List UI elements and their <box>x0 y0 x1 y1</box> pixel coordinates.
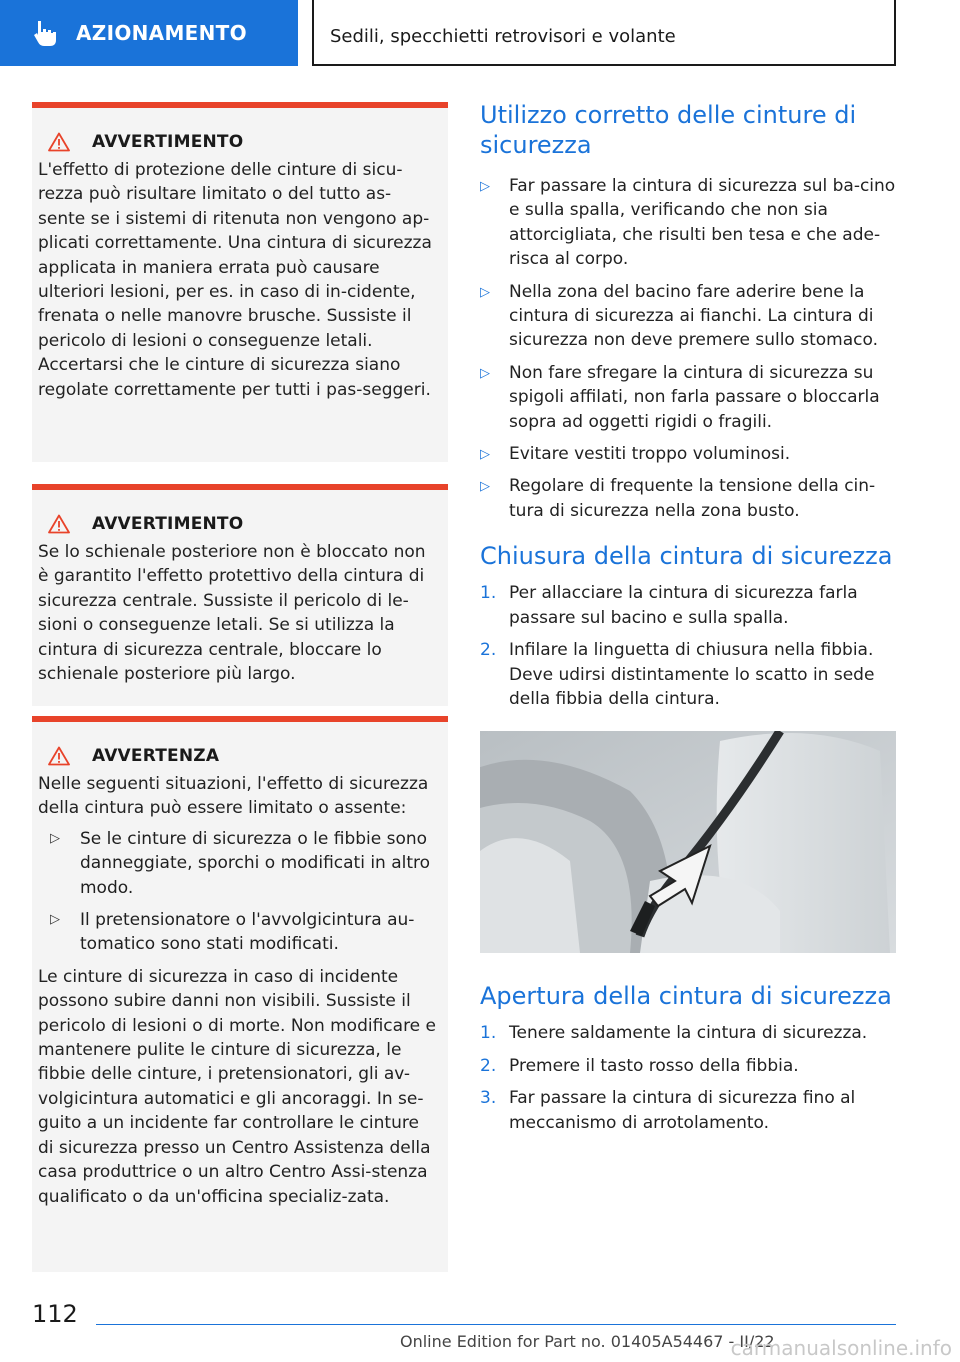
heading-closing: Chiusura della cintura di sicurezza <box>480 542 893 571</box>
warning-box-1 <box>32 102 448 462</box>
warning-triangle-icon <box>48 132 70 152</box>
list-item <box>480 1021 896 1045</box>
step-text: Far passare la cintura di sicurezza fino al meccanismo di arrotolamento. <box>509 1088 856 1133</box>
warning-box-3 <box>32 716 448 1272</box>
footer-rule <box>96 1324 896 1325</box>
hand-pointer-icon <box>30 18 60 48</box>
step-number: 3. <box>480 1088 497 1109</box>
step-text: Infilare la linguetta di chiusura nella fibbia. Deve udirsi distintamente lo scatto in sede della fibbia della cintura. <box>509 640 875 709</box>
seatbelt-buckle-illustration <box>480 731 896 953</box>
step-number: 1. <box>480 583 497 604</box>
header-separator <box>312 0 314 66</box>
edition-info: Online Edition for Part no. 01405A54467 - II/22 <box>400 1332 775 1351</box>
step-text: Premere il tasto rosso della fibbia. <box>509 1055 799 1076</box>
header-right-border <box>894 0 896 66</box>
heading-correct-use: Utilizzo corretto delle cinture di sicurezza <box>480 101 857 159</box>
warning-title: AVVERTIMENTO <box>92 132 244 152</box>
warning-list <box>38 827 438 957</box>
opening-steps <box>480 1021 896 1135</box>
warning-triangle-icon <box>48 514 70 534</box>
list-item: ▷ Se le cinture di sicurezza o le fibbie sono danneggiate, sporchi o modificati in altro modo. <box>38 827 438 900</box>
right-column <box>480 100 896 1143</box>
closing-steps <box>480 581 896 711</box>
step-number: 1. <box>480 1023 497 1044</box>
list-item: ▷ Il pretensionatore o l'avvolgicintura au-tomatico sono stati modificati. <box>38 908 438 957</box>
step-text: Tenere saldamente la cintura di sicurezza. <box>509 1023 868 1044</box>
header-underline <box>312 64 896 66</box>
warning-text: Se lo schienale posteriore non è bloccato non è garantito l'effetto protettivo della cintura di sicurezza centrale. Sussiste il pericolo di le-sioni o conseguenze letali. Se si utilizza la cintura di sicurezza centrale, bloccare lo schienale posteriore più largo. <box>38 542 426 685</box>
watermark: carmanualsonline.info <box>730 1336 952 1360</box>
chapter-title: AZIONAMENTO <box>76 21 247 45</box>
step-number: 2. <box>480 640 497 661</box>
list-item: ▷ Nella zona del bacino fare aderire bene la cintura di sicurezza ai fianchi. La cintura di sicurezza non deve premere sullo stomaco. <box>480 280 896 353</box>
chapter-tab <box>0 0 298 66</box>
list-item: ▷ Regolare di frequente la tensione della cin-tura di sicurezza nella zona busto. <box>480 474 896 523</box>
step-number: 2. <box>480 1055 497 1076</box>
list-item <box>480 1086 896 1135</box>
step-text: Per allacciare la cintura di sicurezza farla passare sul bacino e sulla spalla. <box>509 583 858 628</box>
list-item: ▷ Far passare la cintura di sicurezza sul ba-cino e sulla spalla, verificando che non sia attorcigliata, che risulti ben tesa e che ade-risca al corpo. <box>480 174 896 272</box>
heading-opening: Apertura della cintura di sicurezza <box>480 982 892 1011</box>
warning-text: L'effetto di protezione delle cinture di sicu-rezza può risultare limitato o del tutto as-sente se i sistemi di ritenuta non vengono ap-plicati correttamente. Una cintura di sicurezza applicata in maniera errata può causare ulteriori lesioni, per es. in caso di in-cidente, frenata o nelle manovre brusche. Sussiste il pericolo di lesioni o conseguenze letali. Accertarsi che le cinture di sicurezza siano regolate correttamente per tutti i pas-seggeri. <box>38 160 432 400</box>
correct-use-list <box>480 174 896 523</box>
warning-outro: Le cinture di sicurezza in caso di incidente possono subire danni non visibili. Sussiste il pericolo di lesioni o di morte. Non modificare e mantenere pulite le cinture di sicurezza, le fibbie delle cinture, i pretensionatori, gli av-volgicintura automatici e gli ancoraggi. In se-guito a un incidente far controllare le cinture di sicurezza presso un Centro Assistenza della casa produttrice o un altro Centro Assi-stenza qualificato o da un'officina specializ-zata. <box>38 966 437 1207</box>
list-item <box>480 638 896 711</box>
warning-intro: Nelle seguenti situazioni, l'effetto di sicurezza della cintura può essere limitato o assente: <box>38 774 429 819</box>
list-item <box>480 581 896 630</box>
warning-box-2 <box>32 484 448 706</box>
list-item: ▷ Evitare vestiti troppo voluminosi. <box>480 442 896 466</box>
warning-title: AVVERTIMENTO <box>92 514 244 534</box>
list-item <box>480 1054 896 1078</box>
warning-triangle-icon <box>48 746 70 766</box>
section-title: Sedili, specchietti retrovisori e volante <box>330 26 676 47</box>
page-number: 112 <box>32 1300 78 1328</box>
list-item: ▷ Non fare sfregare la cintura di sicurezza su spigoli affilati, non farla passare o bloccarla sopra ad oggetti rigidi o fragili. <box>480 361 896 434</box>
warning-title: AVVERTENZA <box>92 746 220 766</box>
